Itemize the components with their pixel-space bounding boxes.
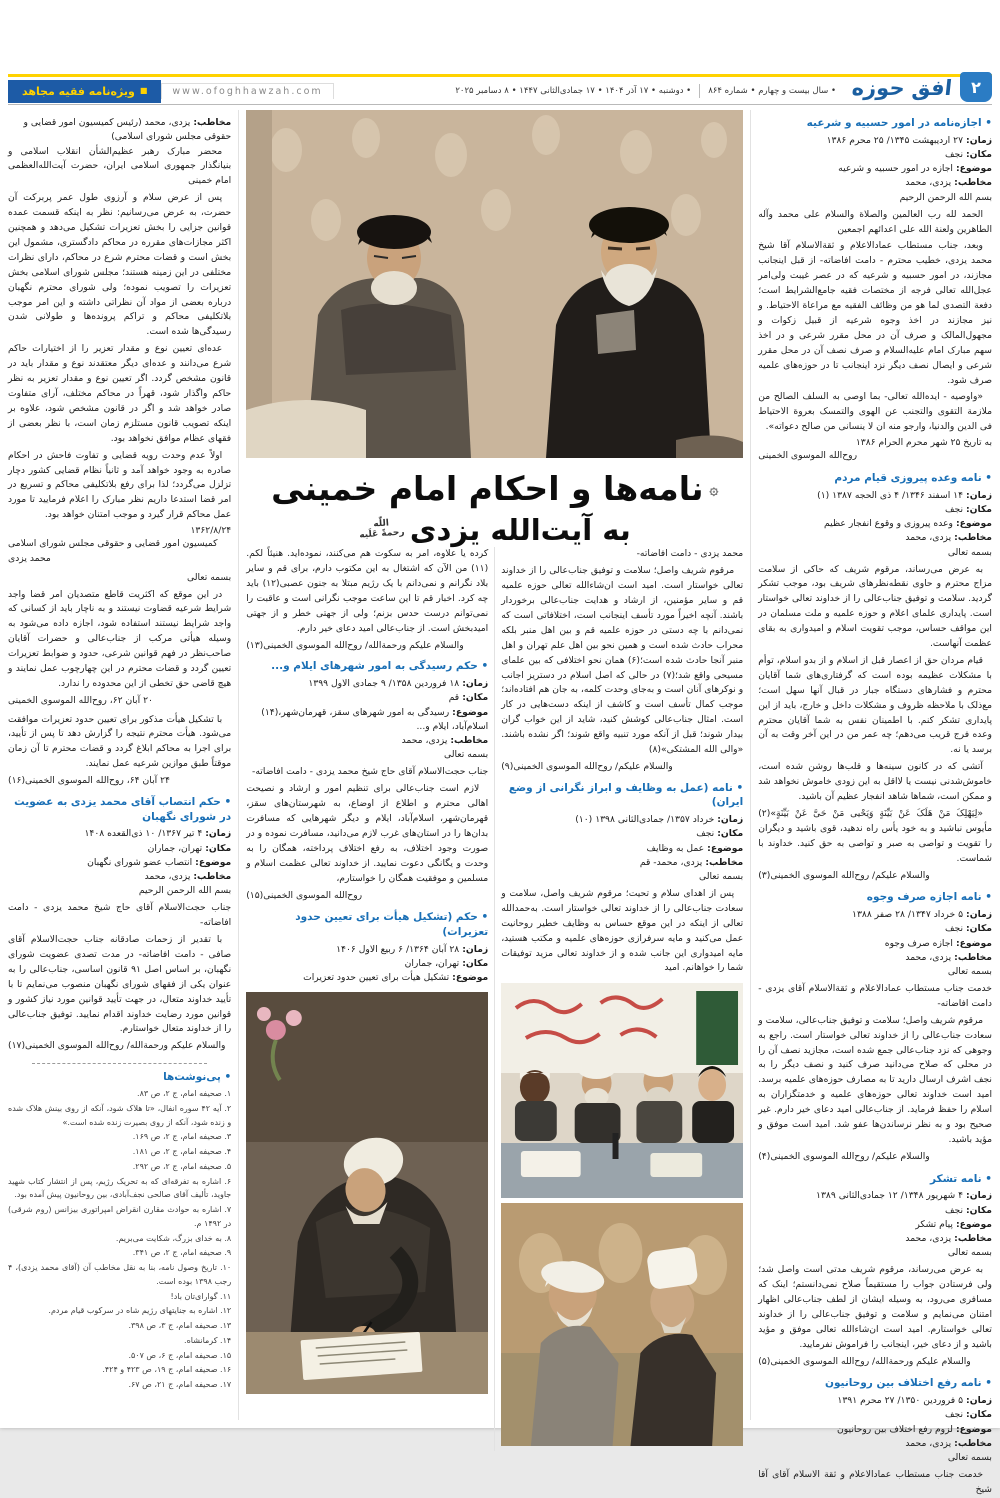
footnote-item: ۹. صحیفه امام، ج ۲، ص ۳۴۱. [132, 1248, 232, 1258]
signature: والسلام علیکم ورحمةالله/ روح‌الله الموسوی الخمینی(۵) [758, 1355, 971, 1367]
column-middle [238, 110, 750, 1420]
footnote-item: ۱۲. اشاره به جنایتهای رژیم شاه در سرکوب قیام مردم. [48, 1306, 232, 1316]
footnote-item: ۱۵. صحیفه امام، ج ۶، ص ۵۰۷. [128, 1350, 232, 1360]
newspaper-logo: افق حوزه [850, 76, 954, 100]
headline-line1: ۞نامه‌ها و احکام امام خمینی [271, 469, 719, 508]
body-paragraph: وبعد، جناب مستطاب عمادالاعلام و ثقةالاسلام آقا شیخ محمد یزدی، خطیب محترم - دامت افاضاته- از قبل اینجانب مجازند، در امور حسبیه و شرعیه که در عصر غیبت ولی‌امر عجل‌الله تعالی فرجه از مختصات فقیه جامع‌الشرایط است؛ دفعة التصدی لما هو من وظائف الفقیه مع مراعاة الاحتیاط. و نیز مجازند در اخذ وجوه شرعیه از قبیل زکوات و مجهول‌المالک و صرف آن در محل مقرر شرعی و در اخذ سهم مبارک امام علیه‌السلام و صرف نصف آن در محل مقرر شرعی و ایصال نصف دیگر نزد اینجانب تا در حوزه‌های علمیه صرف شود. [758, 240, 992, 386]
footnote-item: ۵. صحیفه امام، ج ۲، ص ۲۹۲. [132, 1161, 232, 1171]
special-issue-label: ویژه‌نامه فقیه مجاهد [22, 84, 135, 98]
photo-cleric-signing-document [246, 992, 488, 1394]
column-mid-left [246, 547, 494, 1451]
article-section-hokm-ilam: • حکم رسیدگی به امور شهرهای ایلام و... زمان:۱۸ فروردین ۱۳۵۸/ ۹ جمادی الاول ۱۳۹۹ مکان:قم موضوع:رسیدگی به امور شهرهای سقز، قهرمان‌شهر،(۱۴) اسلام‌آباد، ایلام و... مخاطب:یزدی، محمد بسمه تعالی جناب حجت‌الاسلام آقای حاج شیخ محمد یزدی - دامت افاضاته- لازم است جناب‌عالی برای تنظیم امور و ارشاد و نصیحت اهالی محترم و اطلاع از اوضاع، به شهرستان‌های سقز، قهرمان‌شهر، اسلام‌آباد، ایلام و دیگر شهرهایی که مسافرت بدان‌ها را در استان‌های غرب لازم می‌دانید، مسافرت نموده و در صورت وجود اختلاف، به رفع اختلاف پرداخته، همگان را به وحدت و یگانگی دعوت نمایید. از خداوند تعالی عظمت اسلام و مسلمین و موفقیت همگان را خواستارم، روح‌الله الموسوی الخمینی(۱۵) [246, 659, 488, 903]
footnote-item: ۸. به خدای بزرگ، شکایت می‌بریم. [115, 1233, 232, 1243]
letter-date: به تاریخ ۲۵ شهر محرم الحرام ۱۳۸۶ [855, 437, 992, 449]
body-paragraph: الحمد لله رب العالمین والصلاة والسلام علی محمد وآله الطاهرین ولعنة الله علی اعدائهم اجمعین [758, 208, 992, 235]
petition-signature: کمیسیون امور قضایی و حقوقی مجلس شورای اسلامی محمد یزدی [8, 538, 218, 564]
masthead-rule [8, 104, 992, 105]
page-number-badge: ۲ [960, 72, 992, 102]
section-title: • حکم انتصاب آقای محمد یزدی به عضویت در شورای نگهبان [14, 795, 232, 823]
body-paragraph: جناب حجت‌الاسلام آقای حاج شیخ محمد یزدی - دامت افاضاته- [8, 902, 232, 929]
signature: روح‌الله الموسوی الخمینی(۱۵) [246, 889, 363, 901]
middle-columns [246, 547, 743, 1451]
signature: والسلام علیکم/ روح‌الله الموسوی الخمینی(۳) [758, 869, 930, 881]
body-paragraph: مرقوم شریف واصل؛ سلامت و توفیق جناب‌عالی را از خداوند تعالی خواستار است. امید است ان‌شاءالله تعالی حوزه علمیه قم و سایر مؤمنین، از ارشاد و هدایت جناب‌عالی برخوردار باشند. آنچه اخیراً مورد تأسف اینجانب است، اختلافاتی است که نمی‌دانم با چه دستی در حوزه علمیه قم و بین اهل منبر بلکه محراب حادث شده است و همین نحو بین اهل علم تهران و اهل منبر آنجا حادث شده است؛(۶) همان نحو اختلافی که بین علمای مسیحی واقع شد؛(۷) در حالی که اصل اسلام در دستریز اجانب و نوکرهای آنان است و به‌جای وحدت کلمه، به جان هم افتاده‌اند؛ موجب کمال تأسف است و کاشف از اینکه دست‌هایی در کار است. امثال جناب‌عالی کوشش کنید، شاید از این خواب گران بیدار شوند؛ قبل از آنکه مورد تنبیه واقع شوند؛ اگر نشده باشند. «والی الله المشتکی»(۸) [501, 565, 744, 756]
body-paragraph: با تقدیر از زحمات صادقانه جناب حجت‌الاسلام آقای صافی - دامت افاضاته- در مدت تصدی عضویت شورای نگهبان، بر اساس اصل ۹۱ قانون اساسی، جناب‌عالی را به عنوان یکی از فقهای شورای نگهبان منصوب می‌نمایم تا با تأیید خداوند متعال، در جهت تأیید قوانین مورد نیاز کشور و قوانین مورد رضایت خداوند اقدام نمایید. توفیق جناب‌عالی را از خداوند متعال خواستارم. [8, 934, 232, 1035]
ornament-icon: ۞ [709, 480, 719, 498]
section-title: • اجازه‌نامه در امور حسبیه و شرعیه [806, 117, 992, 129]
column-left: مخاطب:یزدی، محمد (رئیس کمیسیون امور قضایی و حقوقی مجلس شورای اسلامی) محضر مبارک رهبر عظیم‌الشأن انقلاب اسلامی و بنیانگذار جمهوری اسلامی ایران، حضرت آیت‌الله‌العظمی امام خمینی پس از عرض سلام و آرزوی طول عمر پربرکت آن حضرت، به عرض می‌رسانیم: نظر به اینکه قسمت عمده قوانین جزایی را بخش تعزیرات تشکیل می‌دهد و همچنین اکثر مجازات‌های مقرره در محاکم دادگستری، مشمول این بخش است و قضات محترم شرع در محاکم، دارای نظرات مختلفی در این زمینه هستند؛ مجلس شورای اسلامی بخش تعزیرات را تصویب نموده؛ ولی شورای محترم نگهبان درباره بعضی از مواد آن نظراتی داشته و این امر موجب بلاتکلیفی محاکم و تراکم پرونده‌ها و طولانی شدن رسیدگی‌ها شده است. عده‌ای تعیین نوع و مقدار تعزیر را از اختیارات حاکم شرع می‌دانند و عده‌ای دیگر معتقدند نوع و مقدار باید در قانون مشخص گردد. اگر تعیین نوع و مقدار تعزیر به نظر حاکم واگذار شود، قهراً در محاکم مختلف، آرای متفاوت صادر خواهد شد و اگر در قانون مشخص شود، علاوه بر اینکه تصویب قانون مستلزم زمان است، با نظر بعضی از فقهای عظام موافق نخواهد بود. اولاً عدم وحدت رویه قضایی و تفاوت فاحش در احکام صادره به وجود خواهد آمد و ثانیاً نظام قضایی کشور دچار تزلزل می‌گردد؛ لذا برای رفع بلاتکلیفی محاکم و تسریع در امر قضا استدعا داریم نظر مبارک را اعلام فرمایید تا مورد عمل محاکم قرار گیرد و موجب امتنان خواهد بود. ۱۳۶۲/۸/۲۴ کمیسیون امور قضایی و حقوقی مجلس شورای اسلامی محمد یزدی بسمه تعالی در این موقع که اکثریت قاطع متصدیان امر قضا واجد شرایط شرعیه قضاوت نیستند و به ناچار باید از کسانی که واجد شرایط نیستند استفاده شود، اجازه داده می‌شود به وسیله هیأتی مرکب از جناب‌عالی و حضرات آقایان صاحب‌نظر در فهم قوانین شرعی، حدود و ضوابط تعزیرات تعیین گردد و قضات محترم در این چهارچوب عمل نمایند و هیچ قاضی حق تخطی از این محدوده را ندارد. ۲۰ آبان ۶۲، روح‌الله الموسوی الخمینی با تشکیل هیأت مذکور برای تعیین حدود تعزیرات موافقت می‌شود. هیأت محترم نتیجه را گزارش دهد تا پس از تأیید، برای اجرا به محاکم ابلاغ گردد و قضات محترم تا آن زمان موقتاً طبق موازین شرعیه عمل نمایند. ۲۴ آبان ۶۴، روح‌الله الموسوی الخمینی(۱۶) • حکم انتصاب آقای محمد یزدی به عضویت در شورای نگهبان زمان:۴ تیر ۱۳۶۷/ ۱۰ ذی‌القعده ۱۴۰۸ مکان:تهران، جماران موضوع:انتصاب عضو شورای نگهبان مخاطب:یزدی، محمد بسم الله الرحمن الرحیم جناب حجت‌الاسلام آقای حاج شیخ محمد یزدی - دامت افاضاته- با تقدیر از زحمات صادقانه جناب حجت‌الاسلام آقای صافی - دامت افاضاته- در مدت تصدی عضویت شورای نگهبان، بر اساس اصل ۹۱ قانون اساسی، جناب‌عالی را به عنوان یکی از فقهای شورای نگهبان منصوب می‌نمایم تا با تأیید خداوند متعال، در جهت تأیید قوانین مورد نیاز کشور و قوانین مورد رضایت خداوند اقدام نمایید. توفیق جناب‌عالی را از خداوند متعال خواستارم. والسلام علیکم ورحمةالله/ روح‌الله الموسوی الخمینی(۱۷) • پی‌نوشت‌ها ۱. صحیفه امام، ج ۲، ص ۸۳. ۲. آیه ۴۲ سوره انفال، «تا هلاک شود، آنکه از روی بینش هلاک شده و زنده شود، آنکه از روی بصیرت زنده شده است.» ۳. صحیفه امام، ج ۲، ص ۱۶۹. ۴. صحیفه امام، ج ۲، ص ۱۸۱. ۵. صحیفه امام، ج ۲، ص ۲۹۲. ۶. اشاره به تفرقه‌ای که به تحریک رژیم، پس از انتشار کتاب شهید جاوید، تألیف آقای صالحی نجف‌آبادی، بین روحانیون پیش آمده بود. ۷. اشاره به حوادث مقارن انقراض امپراتوری بیزانس (روم شرقی) در ۱۴۹۲ م. ۸. به خدای بزرگ، شکایت می‌بریم. ۹. صحیفه امام، ج ۲، ص ۳۴۱. ۱۰. تاریخ وصول نامه، بنا به نقل مخاطب آن (آقای محمد یزدی)، ۴ رجب ۱۳۹۸ بوده است. ۱۱. گوارای‌تان باد! ۱۲. اشاره به جنایتهای رژیم شاه در سرکوب قیام مردم. ۱۳. صحیفه امام، ج ۳، ص ۳۹۸. ۱۴. کرمانشاه. ۱۵. صحیفه امام، ج ۶، ص ۵۰۷. ۱۶. صحیفه امام، ج ۱۹، ص ۴۲۳ و ۴۲۴. ۱۷. صحیفه امام، ج ۲۱، ص ۶۷. [8, 110, 238, 1420]
footnote-item: ۱۶. صحیفه امام، ج ۱۹، ص ۴۲۳ و ۴۲۴. [102, 1365, 232, 1375]
footnotes-list [8, 1087, 231, 1392]
date-info: • دوشنبه • ۱۷ آذر ۱۴۰۴ • ۱۷ جمادی‌الثانی ۱۴۴۷ • ۸ دسامبر ۲۰۲۵ [455, 86, 692, 96]
footnote-item: ۴. صحیفه امام، ج ۲، ص ۱۸۱. [132, 1147, 232, 1157]
article-section-amal-be-vazayef: • نامه (عمل به وظایف و ابراز نگرانی از وضع ایران) زمان:خرداد ۱۳۵۷/ جمادی‌الثانی ۱۳۹۸ (۱۰) مکان:نجف موضوع:عمل به وظایف مخاطب:یزدی، محمد- قم بسمه تعالی پس از اهدای سلام و تحیت؛ مرقوم شریف واصل، سلامت و سعادت جناب‌عالی را از خداوند تعالی خواستار است. به‌حمدالله تعالی از اینکه در این موقع حساس به وظایف خطیر روحانیت عمل می‌کنید و مایه سرفرازی حوزه‌های علمیه و مکتب هستید، مایه امیدواری این جانب شده و از خداوند تعالی مزید توفیقات شما را خواهانم. امید [501, 781, 743, 977]
signature: ۲۰ آبان ۶۲، روح‌الله الموسوی الخمینی [8, 694, 153, 706]
body-paragraph: پس از عرض سلام و آرزوی طول عمر پربرکت آن حضرت، به عرض می‌رسانیم: نظر به اینکه قسمت عمده قوانین جزایی را بخش تعزیرات تشکیل می‌دهد و همچنین اکثر مجازات‌های مقرره در محاکم دادگستری، مشمول این بخش است و قضات محترم شرع در محاکم، دارای نظرات مختلفی در این زمینه هستند؛ مجلس شورای اسلامی بخش تعزیرات را تصویب نموده؛ ولی شورای محترم نگهبان درباره بعضی از مواد آن نظراتی داشته و این امر موجب بلاتکلیفی محاکم و تراکم پرونده‌ها و طولانی شدن رسیدگی‌ها شده است. [8, 192, 232, 338]
article-section-ejazeh: • اجازه‌نامه در امور حسبیه و شرعیه زمان:۲۷ اردیبهشت ۱۳۴۵/ ۲۵ محرم ۱۳۸۶ مکان:نجف موضوع:اجازه در امور حسبیه و شرعیه مخاطب:یزدی، محمد بسم الله الرحمن الرحیم الحمد لله رب العالمین والصلاة والسلام علی محمد وآله الطاهرین ولعنة الله علی اعدائهم اجمعین وبعد، جناب مستطاب عمادالاعلام و ثقةالاسلام آقا شیخ محمد یزدی، خطیب محترم - دامت افاضاته- از قبل اینجانب مجازند، در امور حسبیه و شرعیه که در عصر غیبت ولی‌امر عجل‌الله تعالی فرجه از مختصات فقیه جامع‌الشرایط است؛ دفعة التصدی لما هو من وظائف الفقیه مع مراعاة الاحتیاط. و نیز مجازند در اخذ وجوه شرعیه از قبیل زکوات و مجهول‌المالک و صرف آن در محل مقرر شرعی و در اخذ سهم مبارک امام علیه‌السلام و صرف نصف آن در محل مقرر شرعی و ایصال نصف دیگر نزد اینجانب تا در حوزه‌های علمیه صرف شود. «واوصیه - ایده‌الله تعالی- بما اوصی به السلف الصالح من ملازمة التقوی والتجنب عن الهوی والتمسک بعروة الاحتیاط فی الدین والدنیا، وارجو منه ان لا ینسانی من صالح دعواته». به تاریخ ۲۵ شهر محرم الحرام ۱۳۸۶ روح‌الله الموسوی الخمینی [758, 116, 992, 464]
body-paragraph: در این موقع که اکثریت قاطع متصدیان امر قضا واجد شرایط شرعیه قضاوت نیستند و به ناچار باید از کسانی که واجد شرایط نیستند استفاده شود، اجازه داده می‌شود به وسیله هیأتی مرکب از جناب‌عالی و حضرات آقایان صاحب‌نظر در فهم قوانین شرعی، حدود و ضوابط تعزیرات تعیین گردد و قضات محترم در این چهارچوب عمل نمایند و هیچ قاضی حق تخطی از این محدوده را ندارد. [8, 588, 232, 689]
section-title: • حکم (تشکیل هیأت برای تعیین حدود تعزیرات) [295, 911, 489, 938]
body-paragraph: خدمت جناب مستطاب عمادالاعلام و ثقةالاسلام آقای یزدی - دامت افاضاته- [758, 982, 992, 1009]
footnote-item: ۱۳. صحیفه امام، ج ۳، ص ۳۹۸. [128, 1321, 232, 1331]
headline-line2: به آیت‌الله یزدیاللّٰه رحمةً عَلَیه [358, 513, 631, 548]
masthead [8, 78, 992, 104]
masthead-yellow-rule [8, 74, 992, 77]
article-section-tashakor: • نامه تشکر زمان:۴ شهریور ۱۳۴۸/ ۱۲ جمادی‌الثانی ۱۳۸۹ مکان:نجف موضوع:پیام تشکر مخاطب:یزدی، محمد بسمه تعالی به عرض می‌رساند، مرقوم شریف مدتی است واصل شد؛ ولی فرستادن جواب را مستقیماً صلاح نمی‌دانستم؛ اینک که مسافری می‌رود، به وسیله ایشان از لطف جناب‌عالی اظهار امتنان می‌نمایم و سلامت و توفیق جناب‌عالی را از خداوند تعالی خواستارم. امید است ان‌شاءالله تعالی موفق و مؤید باشید و از دعای خیر، اینجانب را فراموش نفرمایید. والسلام علیکم ورحمةالله/ روح‌الله الموسوی الخمینی(۵) [758, 1172, 992, 1370]
basmala: بسمه تعالی [947, 546, 992, 558]
section-title: • نامه وعده پیروزی قیام مردم [834, 471, 992, 484]
body-paragraph: آتشی که در کانون سینه‌ها و قلب‌ها روشن شده است، خاموش‌شدنی نیست یا لااقل به این زودی خاموش نخواهد شد و ممکن است، شماها شاهد انفجار عظیم آن باشید. [758, 761, 992, 803]
footnotes-divider [32, 1063, 207, 1064]
footnote-item: ۱. صحیفه امام، ج ۲، ص ۸۳. [137, 1089, 232, 1099]
article-section-hokm-tazirat: • حکم (تشکیل هیأت برای تعیین حدود تعزیرات) زمان:۲۸ آبان ۱۳۶۴/ ۶ ربیع الاول ۱۴۰۶ مکان:تهران، جماران موضوع:تشکیل هیأت برای تعیین حدود تعزیرات [246, 910, 488, 985]
photo-two-clerics-talking [501, 1203, 743, 1446]
website-link[interactable]: www.ofoghhawzah.com [161, 83, 333, 99]
article-section-raf-ekhtelaf: • نامه رفع اختلاف بین روحانیون زمان:۵ فروردین ۱۳۵۰/ ۲۷ محرم ۱۳۹۱ مکان:نجف موضوع:لزوم رفع اختلاف بین روحانیون مخاطب:یزدی، محمد بسمه تعالی خدمت جناب مستطاب عمادالاعلام و ثقة الاسلام آقای آقا شیخ [758, 1376, 992, 1497]
body-paragraph: لازم است جناب‌عالی برای تنظیم امور و ارشاد و نصیحت اهالی محترم و اطلاع از اوضاع، به شهرستان‌های سقز، قهرمان‌شهر، اسلام‌آباد، ایلام و دیگر شهرهایی که مسافرت بدان‌ها را در استان‌های غرب لازم می‌دانید، مسافرت نموده و در صورت وجود اختلاف، به رفع اختلاف پرداخته، همگان را به وحدت و یگانگی دعوت نمایید. از خداوند تعالی عظمت اسلام و مسلمین و موفقیت همگان را خواستارم، [246, 783, 489, 884]
section-title: • نامه رفع اختلاف بین روحانیون [825, 1377, 992, 1390]
basmala: بسمه تعالی [947, 1452, 992, 1464]
footnote-item: ۶. اشاره به تفرقه‌ای که به تحریک رژیم، پس از انتشار کتاب شهید جاوید، تألیف آقای صالحی نجف‌آبادی، بین روحانیون پیش آمده بود. [8, 1176, 232, 1200]
article-section-sarf-vojooh: • نامه اجازه صرف وجوه زمان:۵ خرداد ۱۳۴۷/ ۲۸ صفر ۱۳۸۸ مکان:نجف موضوع:اجازه صرف وجوه مخاطب:یزدی، محمد بسمه تعالی خدمت جناب مستطاب عمادالاعلام و ثقةالاسلام آقای یزدی - دامت افاضاته- مرقوم شریف واصل؛ سلامت و توفیق جناب‌عالی، سلامت و سعادت جناب‌عالی را از خداوند تعالی خواستار است. راجع به وجوهی که نزد جناب‌عالی جمع شده است، مجازید نصف آن را در محلی که صلاح می‌دانید صرف کنید و نصف دیگر را به نجف اشرف ارسال دارید تا به مصارف حوزه‌های علمیه برسد. امید است خداوند تعالی حوزه‌های علمیه و خدمتگزاران به اسلام را حفظ فرماید. از جناب‌عالی امید دعای خیر دارم. غیر صحیح بود و به نظر نرساندن‌ها عفو شد. امید است موفق و مؤید باشید. والسلام علیکم/ روح‌الله الموسوی الخمینی(۴) [758, 890, 992, 1164]
footnote-item: ۱۱. گوارای‌تان باد! [170, 1291, 232, 1301]
body-paragraph: محضر مبارک رهبر عظیم‌الشأن انقلاب اسلامی و بنیانگذار جمهوری اسلامی ایران، حضرت آیت‌الله‌العظمی امام خمینی [8, 145, 232, 187]
signature: ۲۴ آبان ۶۴، روح‌الله الموسوی الخمینی(۱۶) [8, 775, 170, 787]
section-title: • نامه اجازه صرف وجوه [866, 891, 992, 904]
body-paragraph: پس از اهدای سلام و تحیت؛ مرقوم شریف واصل، سلامت و سعادت جناب‌عالی را از خداوند تعالی خواستار است. به‌حمدالله تعالی از اینکه در این موقع حساس به وظایف خطیر روحانیت عمل می‌کنید و مایه سرفرازی حوزه‌های علمیه و مکتب هستید، مایه امیدواری این جانب شده و از خداوند تعالی مزید توفیقات شما را خواهانم. امید [501, 887, 744, 974]
footnote-item: ۲. آیه ۴۲ سوره انفال، «تا هلاک شود، آنکه از روی بینش هلاک شده و زنده شود، آنکه از روی بصیرت زنده شده است.» [8, 1103, 232, 1127]
body-paragraph: مرقوم شریف واصل؛ سلامت و توفیق جناب‌عالی، سلامت و سعادت جناب‌عالی را از خداوند تعالی خواستار است. راجع به وجوهی که نزد جناب‌عالی جمع شده است، مجازید نصف آن را در محلی که صلاح می‌دانید صرف کنید و نصف دیگر را به نجف اشرف ارسال دارید تا به مصارف حوزه‌های علمیه برسد. امید است خداوند تعالی حوزه‌های علمیه و خدمتگزاران به اسلام را حفظ فرماید. از جناب‌عالی امید دعای خیر دارم. غیر صحیح بود و به نظر نرساندن‌ها عفو شد. امید است موفق و مؤید باشید. [758, 1014, 992, 1145]
honorific-seal: اللّٰه رحمةً عَلَیه [358, 518, 405, 541]
salutation: محمد یزدی - دامت افاضاته- [636, 548, 744, 560]
basmala: بسمه تعالی [187, 571, 232, 583]
edition-info: • سال بیست و چهارم • شماره ۸۶۴ [708, 86, 837, 96]
special-issue-badge [8, 80, 161, 103]
signature: والسلام علیکم ورحمةالله/ روح‌الله الموسوی الخمینی(۱۳) [246, 639, 464, 651]
body-paragraph: قیام مردان حق از اعصار قبل از اسلام و از بدو اسلام، توأم با مشکلات عظیمه بوده است که گرفتاری‌های شما آقایان محترم و فشارهای دستگاه جبار در قبال آنها سهل است؛ مع‌ذلک با ملاحظه ظروف و مشکلات داخل و خارج، باید از این پایداری تشکر کنم. با اطمینان نفس به شما آقایان محترم وعده فرج قریب می‌دهم؛ چه عمر من در این آخر وقت به آن برسد یا نه. [758, 654, 992, 756]
footnote-item: ۱۷. صحیفه امام، ج ۲۱، ص ۶۷. [128, 1380, 232, 1390]
headline-block [246, 458, 743, 547]
section-title: • حکم رسیدگی به امور شهرهای ایلام و... [271, 660, 489, 673]
article-section-hokm-entesab: • حکم انتصاب آقای محمد یزدی به عضویت در شورای نگهبان زمان:۴ تیر ۱۳۶۷/ ۱۰ ذی‌القعده ۱۴۰۸ مکان:تهران، جماران موضوع:انتصاب عضو شورای نگهبان مخاطب:یزدی، محمد بسم الله الرحمن الرحیم جناب حجت‌الاسلام آقای حاج شیخ محمد یزدی - دامت افاضاته- با تقدیر از زحمات صادقانه جناب حجت‌الاسلام آقای صافی - دامت افاضاته- در مدت تصدی عضویت شورای نگهبان، بر اساس اصل ۹۱ قانون اساسی، جناب‌عالی را به عنوان یکی از فقهای شورای نگهبان منصوب می‌نمایم تا با تأیید خداوند متعال، در جهت تأیید قوانین مورد نیاز کشور و قوانین مورد رضایت خداوند اقدام نمایید. توفیق جناب‌عالی را از خداوند متعال خواستارم. والسلام علیکم ورحمةالله/ روح‌الله الموسوی الخمینی(۱۷) [8, 795, 231, 1054]
footnotes-title: • پی‌نوشت‌ها [163, 1071, 232, 1084]
body-paragraph: کرده یا علاوه، امر به سکوت هم می‌کنند، نموده‌اید. هنیئاً لکم.(۱۱) من الآن که اشتغال به این مکتوب دارم، برای قم و سایر بلاد نگرانم و نمی‌دانم با یک رژیم مبتلا به جنون عصبی(۱۲) باید چه کرد. اخبار قم تا این ساعت موجب نگرانی است و عاقبت را نمی‌توانم درست حدس بزنم؛ ولی از جهتی خطر و از جهتی امیدبخش است. از جناب‌عالی امید دعای خیر دارم. [246, 548, 489, 634]
body-paragraph: جناب حجت‌الاسلام آقای حاج شیخ محمد یزدی - دامت افاضاته- [252, 766, 489, 778]
body-paragraph: اولاً عدم وحدت رویه قضایی و تفاوت فاحش در احکام صادره به وجود خواهد آمد و ثانیاً نظام قضایی کشور دچار تزلزل می‌گردد؛ لذا برای رفع بلاتکلیفی محاکم و تسریع در امر قضا استدعا داریم نظر مبارک را اعلام فرمایید تا مورد عمل محاکم قرار گیرد و موجب امتنان خواهد بود. [8, 449, 232, 521]
section-title: • نامه (عمل به وظایف و ابراز نگرانی از وضع ایران) [508, 781, 744, 809]
page-content [8, 110, 992, 1495]
column-right [750, 110, 992, 1495]
petition-date: ۱۳۶۲/۸/۲۴ [190, 525, 232, 537]
body-paragraph: به عرض می‌رساند، مرقوم شریف مدتی است واصل شد؛ ولی فرستادن جواب را مستقیماً صلاح نمی‌دانستم؛ اینک که مسافری می‌رود، به وسیله ایشان از لطف جناب‌عالی اظهار امتنان می‌نمایم و سلامت و توفیق جناب‌عالی را از خداوند تعالی خواستارم. امید است ان‌شاءالله تعالی موفق و مؤید باشید و از دعای خیر، اینجانب را فراموش نفرمایید. [758, 1264, 992, 1350]
body-paragraph: با تشکیل هیأت مذکور برای تعیین حدود تعزیرات موافقت می‌شود. هیأت محترم نتیجه را گزارش دهد تا پس از تأیید، برای اجرا به محاکم ابلاغ گردد و قضات محترم تا آن زمان موقتاً طبق موازین شرعیه عمل نمایند. [8, 713, 232, 770]
basmala: بسم الله الرحمن الرحیم [899, 191, 992, 203]
footnote-item: ۳. صحیفه امام، ج ۲، ص ۱۶۹. [132, 1132, 232, 1142]
body-paragraph: به عرض می‌رساند، مرقوم شریف که حاکی از سلامت مزاج محترم و حاوی نقطه‌نظرهای شریف بود، موجب تشکر گردید. سلامت و توفیق جناب‌عالی را از خداوند تعالی خواستار است. پایداری علمای اعلام و حوزه علمیه و ملت مسلمان در این مواقف حساس، موجب تقویت اسلام و امیدواری به بقای عظمت آنهاست. [758, 563, 992, 650]
photo-delegation-meeting [501, 983, 743, 1198]
basmala: بسمه تعالی [947, 966, 992, 978]
body-paragraph: خدمت جناب مستطاب عمادالاعلام و ثقة الاسلام آقای آقا شیخ [758, 1468, 992, 1495]
column-mid-right [494, 547, 743, 1451]
section-title: • نامه تشکر [929, 1172, 992, 1185]
body-paragraph: «لِیَهْلِکَ مَنْ هَلَکَ عَنْ بَیِّنَةٍ وَیَحْیی مَنْ حَیَّ عَنْ بَیِّنَةٍ»(۲) مأیوس نباشید و به خود یأس راه ندهید، قوی باشید و دیگران را تقویت و تواصی به صبر و تواصی به حق کنید. خداوند با شماست. [758, 808, 992, 864]
signature: والسلام علیکم/ روح‌الله الموسوی الخمینی(۹) [501, 760, 673, 772]
square-bullet-icon: ■ [139, 85, 148, 95]
signature: روح‌الله الموسوی الخمینی [758, 450, 858, 462]
basmala: بسمه تعالی [947, 1247, 992, 1259]
footnote-item: ۷. اشاره به حوادث مقارن انقراض امپراتوری بیزانس (روم شرقی) در ۱۴۹۲ م. [8, 1205, 232, 1228]
signature: والسلام علیکم ورحمةالله/ روح‌الله الموسوی الخمینی(۱۷) [8, 1040, 226, 1052]
body-paragraph: عده‌ای تعیین نوع و مقدار تعزیر را از اختیارات حاکم شرع می‌دانند و عده‌ای دیگر معتقدند نوع و مقدار باید در قانون مشخص گردد. اگر تعیین نوع و مقدار تعزیر به نظر حاکم واگذار شود، قهراً در محاکم مختلف، آرای متفاوت صادر خواهد شد و اگر در قانون مشخص شود، علاوه بر اینکه تصویب قانون مستلزم زمان است، با نظر بعضی از فقهای عظام موافق نخواهد بود. [8, 343, 232, 444]
basmala: بسمه تعالی [444, 749, 489, 761]
footnote-item: ۱۰. تاریخ وصول نامه، بنا به نقل مخاطب آن (آقای محمد یزدی)، ۴ رجب ۱۳۹۸ بوده است. [8, 1263, 232, 1286]
photo-imam-khomeini-meeting [246, 110, 743, 458]
basmala: بسم الله الرحمن الرحیم [138, 885, 232, 897]
masthead-divider [699, 84, 700, 98]
basmala: بسمه تعالی [699, 871, 744, 883]
body-paragraph: «واوصیه - ایده‌الله تعالی- بما اوصی به السلف الصالح من ملازمة التقوی والتجنب عن الهوی والتمسک بعروة الاحتیاط فی الدین والدنیا، وارجو منه ان لا ینسانی من صالح دعواته». [758, 391, 992, 433]
signature: والسلام علیکم/ روح‌الله الموسوی الخمینی(۴) [758, 1150, 930, 1162]
footnote-item: ۱۴. کرمانشاه. [184, 1335, 232, 1345]
article-section-vade-piroozi: • نامه وعده پیروزی قیام مردم زمان:۱۴ اسفند ۱۳۴۶/ ۴ ذی الحجه ۱۳۸۷ (۱) مکان:نجف موضوع:وعده پیروزی و وقوع انفجار عظیم مخاطب:یزدی، محمد بسمه تعالی به عرض می‌رساند، مرقوم شریف که حاکی از سلامت مزاج محترم و حاوی نقطه‌نظرهای شریف بود، موجب تشکر گردید. سلامت و توفیق جناب‌عالی را از خداوند تعالی خواستار است. پایداری علمای اعلام و حوزه علمیه و ملت مسلمان در این مواقف حساس، موجب تقویت اسلام و امیدواری به بقای عظمت آنهاست. قیام مردان حق از اعصار قبل از اسلام و از بدو اسلام، توأم با مشکلات عظیمه بوده است که گرفتاری‌های شما آقایان محترم و فشارهای دستگاه جبار در قبال آنها سهل است؛ مع‌ذلک با ملاحظه ظروف و مشکلات داخل و خارج، باید از این پایداری تشکر کنم. با اطمینان نفس به شما آقایان محترم وعده فرج قریب می‌دهم؛ چه عمر من در این آخر وقت به آن برسد یا نه. آتشی که در کانون سینه‌ها و قلب‌ها روشن شده است، خاموش‌شدنی نیست یا لااقل به این زودی خاموش نخواهد شد و ممکن است، شماها شاهد انفجار عظیم آن باشید. «لِیَهْلِکَ مَنْ هَلَکَ عَنْ بَیِّنَةٍ وَیَحْیی مَنْ حَیَّ عَنْ بَیِّنَةٍ»(۲) مأیوس نباشید و به خود یأس راه ندهید، قوی باشید و دیگران را تقویت و تواصی به صبر و تواصی به حق کنید. خداوند با شماست. والسلام علیکم/ روح‌الله الموسوی الخمینی(۳) [758, 471, 992, 883]
